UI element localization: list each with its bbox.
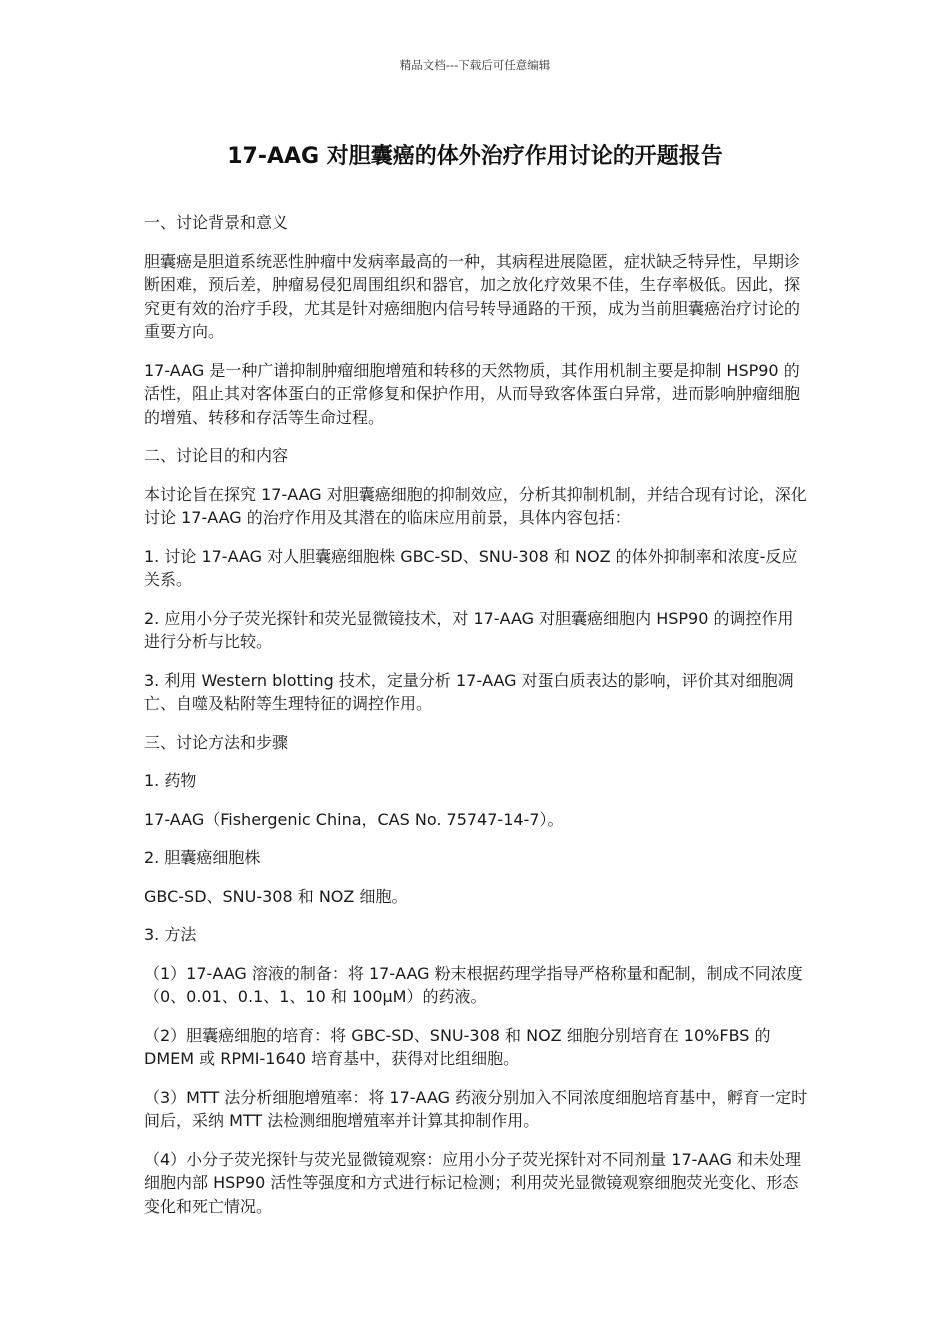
section-heading-background: 一、讨论背景和意义 (144, 213, 289, 232)
list-item-purpose-1: 1. 讨论 17-AAG 对人胆囊癌细胞株 GBC-SD、SNU-308 和 NOZ 的体外抑制率和浓度-反应关系。 (144, 546, 798, 589)
subheading-drug: 1. 药物 (144, 771, 197, 790)
method-item-1: （1）17-AAG 溶液的制备：将 17-AAG 粉末根据药理学指导严格称量和配制，制成不同浓度（0、0.01、0.1、1、10 和 100μM）的药液。 (144, 963, 803, 1006)
paragraph-background-1: 胆囊癌是胆道系统恶性肿瘤中发病率最高的一种，其病程进展隐匿，症状缺乏特异性，早期诊断困难，预后差，肿瘤易侵犯周围组织和器官，加之放化疗效果不佳，生存率极低。因此，探究更有效的治疗手段，尤其是针对癌细胞内信号转导通路的干预，成为当前胆囊癌治疗讨论的重要方向。 (144, 251, 801, 341)
section-heading-purpose: 二、讨论目的和内容 (144, 446, 289, 465)
paragraph-cell-lines: GBC-SD、SNU-308 和 NOZ 细胞。 (144, 886, 408, 906)
document-title: 17-AAG 对胆囊癌的体外治疗作用讨论的开题报告 (227, 144, 723, 169)
method-item-4: （4）小分子荧光探针与荧光显微镜观察：应用小分子荧光探针对不同剂量 17-AAG 和未处理细胞内部 HSP90 活性等强度和方式进行标记检测；利用荧光显微镜观察细胞荧光变化、形态变化和死亡情况。 (144, 1149, 801, 1216)
page-header: 精品文档---下载后可任意编辑 (399, 58, 551, 72)
method-item-3: （3）MTT 法分析细胞增殖率：将 17-AAG 药液分别加入不同浓度细胞培育基中，孵育一定时间后，采纳 MTT 法检测细胞增殖率并计算其抑制作用。 (144, 1087, 808, 1130)
paragraph-purpose-intro: 本讨论旨在探究 17-AAG 对胆囊癌细胞的抑制效应，分析其抑制机制，并结合现有讨论，深化讨论 17-AAG 的治疗作用及其潜在的临床应用前景，具体内容包括： (144, 484, 807, 527)
paragraph-background-2: 17-AAG 是一种广谱抑制肿瘤细胞增殖和转移的天然物质，其作用机制主要是抑制 HSP90 的活性，阻止其对客体蛋白的正常修复和保护作用，从而导致客体蛋白异常，进而影响肿瘤细胞的增殖、转移和存活等生命过程。 (144, 360, 801, 427)
subheading-cell-lines: 2. 胆囊癌细胞株 (144, 848, 261, 867)
subheading-methods: 3. 方法 (144, 925, 197, 944)
method-item-2: （2）胆囊癌细胞的培育：将 GBC-SD、SNU-308 和 NOZ 细胞分别培育在 10%FBS 的 DMEM 或 RPMI-1640 培育基中，获得对比组细胞。 (144, 1025, 771, 1068)
section-heading-methods: 三、讨论方法和步骤 (144, 732, 289, 752)
list-item-purpose-3: 3. 利用 Western blotting 技术，定量分析 17-AAG 对蛋白质表达的影响，评价其对细胞凋亡、自噬及粘附等生理特征的调控作用。 (144, 670, 794, 713)
list-item-purpose-2: 2. 应用小分子荧光探针和荧光显微镜技术，对 17-AAG 对胆囊癌细胞内 HSP90 的调控作用进行分析与比较。 (144, 608, 794, 651)
paragraph-drug: 17-AAG（Fishergenic China，CAS No. 75747-14-7）。 (144, 809, 564, 829)
document-body (144, 211, 809, 1233)
